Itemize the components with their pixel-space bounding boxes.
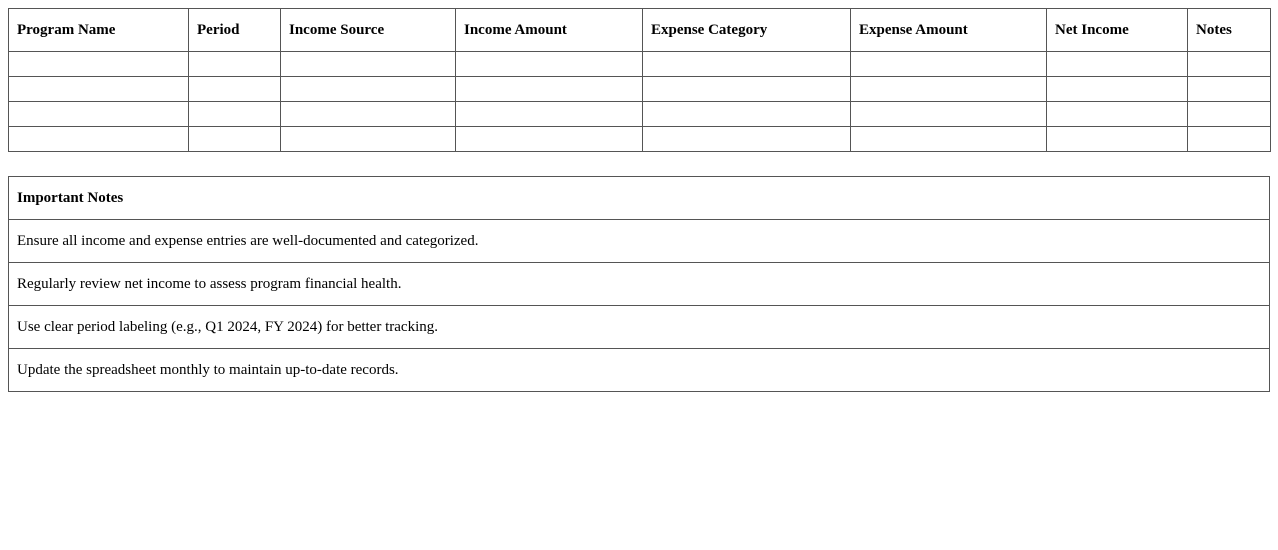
- table-cell[interactable]: [189, 77, 281, 102]
- table-cell[interactable]: [189, 102, 281, 127]
- table-cell[interactable]: [456, 127, 643, 152]
- table-cell[interactable]: [1047, 52, 1188, 77]
- notes-row: [9, 220, 1270, 263]
- column-header-notes[interactable]: Notes: [1188, 9, 1271, 52]
- table-cell[interactable]: [643, 77, 851, 102]
- important-notes-table: [8, 176, 1270, 392]
- table-cell[interactable]: [189, 127, 281, 152]
- table-cell[interactable]: [851, 102, 1047, 127]
- column-header-expense-category[interactable]: Expense Category: [643, 9, 851, 52]
- column-header-program-name[interactable]: Program Name: [9, 9, 189, 52]
- table-cell[interactable]: [281, 127, 456, 152]
- note-item: Regularly review net income to assess program financial health.: [9, 263, 1270, 306]
- table-cell[interactable]: [189, 52, 281, 77]
- notes-row: [9, 349, 1270, 392]
- table-cell[interactable]: [643, 127, 851, 152]
- table-cell[interactable]: [1188, 127, 1271, 152]
- table-cell[interactable]: [456, 102, 643, 127]
- table-cell[interactable]: [643, 102, 851, 127]
- table-cell[interactable]: [1047, 102, 1188, 127]
- column-header-income-amount[interactable]: Income Amount: [456, 9, 643, 52]
- column-header-income-source[interactable]: Income Source: [281, 9, 456, 52]
- note-item: Use clear period labeling (e.g., Q1 2024, FY 2024) for better tracking.: [9, 306, 1270, 349]
- notes-header-row: [9, 177, 1270, 220]
- table-cell[interactable]: [1188, 77, 1271, 102]
- table-cell[interactable]: [1188, 52, 1271, 77]
- table-cell[interactable]: [281, 52, 456, 77]
- table-cell[interactable]: [643, 52, 851, 77]
- table-cell[interactable]: [456, 77, 643, 102]
- table-cell[interactable]: [1047, 77, 1188, 102]
- note-item: Ensure all income and expense entries are well-documented and categorized.: [9, 220, 1270, 263]
- table-cell[interactable]: [456, 52, 643, 77]
- table-cell[interactable]: [281, 77, 456, 102]
- note-item: Update the spreadsheet monthly to maintain up-to-date records.: [9, 349, 1270, 392]
- table-cell[interactable]: [9, 77, 189, 102]
- table-row: [9, 102, 1271, 127]
- table-cell[interactable]: [9, 102, 189, 127]
- table-cell[interactable]: [851, 52, 1047, 77]
- table-cell[interactable]: [9, 127, 189, 152]
- program-finance-table: [8, 8, 1271, 152]
- column-header-period[interactable]: Period: [189, 9, 281, 52]
- notes-row: [9, 263, 1270, 306]
- table-cell[interactable]: [851, 77, 1047, 102]
- table-cell[interactable]: [281, 102, 456, 127]
- table-cell[interactable]: [1188, 102, 1271, 127]
- table-cell[interactable]: [851, 127, 1047, 152]
- table-header-row: [9, 9, 1271, 52]
- table-cell[interactable]: [9, 52, 189, 77]
- column-header-net-income[interactable]: Net Income: [1047, 9, 1188, 52]
- column-header-expense-amount[interactable]: Expense Amount: [851, 9, 1047, 52]
- table-cell[interactable]: [1047, 127, 1188, 152]
- table-row: [9, 77, 1271, 102]
- table-row: [9, 127, 1271, 152]
- spreadsheet-area: [8, 8, 1270, 392]
- table-row: [9, 52, 1271, 77]
- notes-row: [9, 306, 1270, 349]
- notes-heading: Important Notes: [9, 177, 1270, 220]
